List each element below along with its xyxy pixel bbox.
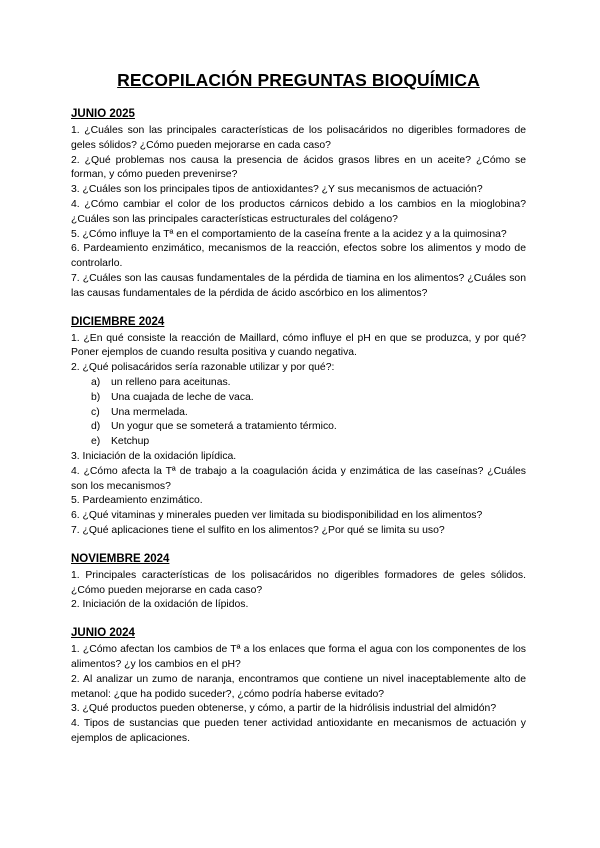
question: 1. Principales características de los polisacáridos no digeribles formadores de geles sólidos. ¿Cómo pueden mejorarse en cada caso?	[71, 569, 526, 596]
question: 7. ¿Qué aplicaciones tiene el sulfito en los alimentos? ¿Por qué se limita su uso?	[71, 524, 445, 536]
list-item	[71, 376, 526, 391]
option-letter: d)	[91, 421, 101, 433]
document-title: RECOPILACIÓN PREGUNTAS BIOQUÍMICA	[117, 70, 480, 90]
section-heading: JUNIO 2024	[71, 627, 135, 640]
section-heading: DICIEMBRE 2024	[71, 315, 165, 328]
question: 2. ¿Qué polisacáridos sería razonable utilizar y por qué?:	[71, 362, 335, 374]
option-text: un relleno para aceitunas.	[111, 376, 231, 388]
option-letter: e)	[91, 436, 101, 448]
question: 1. ¿Cuáles son las principales características de los polisacáridos no digeribles formadores de geles sólidos? ¿Cómo pueden mejorarse en cada caso?	[71, 125, 526, 151]
question: 7. ¿Cuáles son las causas fundamentales de la pérdida de tiamina en los alimentos? ¿Cuáles son las causas fundamentales de la pérdida de ácido ascórbico en los alimentos?	[71, 272, 526, 299]
question: 4. ¿Cómo afecta la Tª de trabajo a la coagulación ácida y enzimática de las caseínas? ¿Cuáles son los mecanismos?	[71, 465, 526, 492]
option-text: Una cuajada de leche de vaca.	[111, 391, 254, 403]
list-item	[71, 406, 526, 421]
section-heading: JUNIO 2025	[71, 108, 135, 120]
question: 6. ¿Qué vitaminas y minerales pueden ver limitada su biodisponibilidad en los alimentos?	[71, 510, 483, 522]
section-diciembre-2024	[71, 315, 526, 539]
question: 2. Al analizar un zumo de naranja, encontramos que contiene un nivel inaceptablemente alto de metanol: ¿que ha podido suceder?, ¿cómo podría haberse evitado?	[71, 673, 526, 700]
question: 1. ¿Cómo afectan los cambios de Tª a los enlaces que forma el agua con los componentes de los alimentos? ¿y los cambios en el pH?	[71, 644, 526, 670]
question: 2. Iniciación de la oxidación de lípidos.	[71, 599, 249, 611]
question: 3. ¿Qué productos pueden obtenerse, y cómo, a partir de la hidrólisis industrial del almidón?	[71, 703, 497, 715]
option-letter: c)	[91, 406, 100, 418]
question: 5. ¿Cómo influye la Tª en el comportamiento de la caseína frente a la acidez y a la quimosina?	[71, 228, 507, 240]
question: 4. ¿Cómo cambiar el color de los productos cárnicos debido a los cambios en la mioglobina? ¿Cuáles son las principales características estructurales del colágeno?	[71, 198, 526, 225]
option-letter: b)	[91, 391, 101, 403]
question: 6. Pardeamiento enzimático, mecanismos de la reacción, efectos sobre los alimentos y modo de controlarlo.	[71, 243, 526, 270]
option-list	[71, 376, 526, 450]
document-page	[71, 70, 526, 760]
question: 3. ¿Cuáles son los principales tipos de antioxidantes? ¿Y sus mecanismos de actuación?	[71, 184, 483, 196]
question: 1. ¿En qué consiste la reacción de Maillard, cómo influye el pH en que se produzca, y por qué? Poner ejemplos de cuando resulta positiva y cuando negativa.	[71, 332, 526, 359]
question: 3. Iniciación de la oxidación lipídica.	[71, 450, 237, 462]
question: 2. ¿Qué problemas nos causa la presencia de ácidos grasos libres en un aceite? ¿Cómo se forman, y cómo pueden prevenirse?	[71, 154, 526, 181]
option-letter: a)	[91, 376, 101, 388]
list-item	[71, 435, 526, 450]
option-text: Un yogur que se someterá a tratamiento térmico.	[111, 421, 337, 433]
section-heading: NOVIEMBRE 2024	[71, 552, 170, 565]
question: 4. Tipos de sustancias que pueden tener actividad antioxidante en mecanismos de actuación y ejemplos de aplicaciones.	[71, 718, 526, 744]
option-text: Una mermelada.	[111, 406, 188, 418]
section-junio-2024	[71, 626, 526, 747]
option-text: Ketchup	[111, 436, 150, 448]
section-junio-2025	[71, 107, 526, 302]
question: 5. Pardeamiento enzimático.	[71, 495, 203, 507]
list-item	[71, 391, 526, 406]
section-noviembre-2024	[71, 552, 526, 613]
list-item	[71, 420, 526, 435]
